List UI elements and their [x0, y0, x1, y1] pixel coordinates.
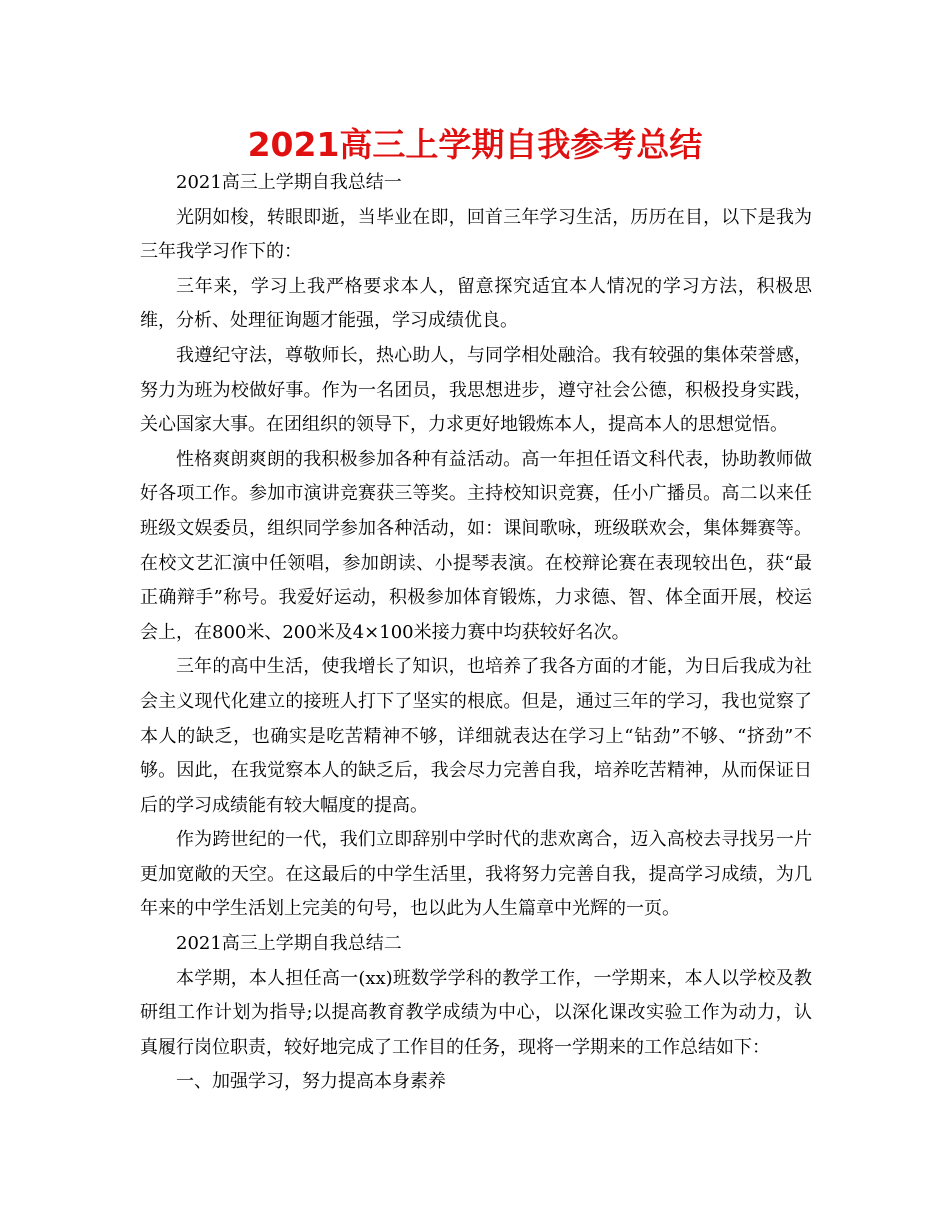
heading-summary-one: 2021高三上学期自我总结一 [176, 172, 402, 193]
heading-summary-two: 2021高三上学期自我总结二 [176, 933, 402, 955]
paragraph: 性格爽朗爽朗的我积极参加各种有益活动。高一年担任语文科代表，协助教师做好各项工作。参加市演讲竞赛获三等奖。主持校知识竞赛，任小广播员。高二以来任班级文娱委员，组织同学参加各种活动，如：课间歌咏，班级联欢会，集体舞赛等。在校文艺汇演中任领唱，参加朗读、小提琴表演。在校辩论赛在表现较出色，获“最正确辩手”称号。我爱好运动，积极参加体育锻炼，力求德、智、体全面开展，校运会上，在800米、200米及4×100米接力赛中均获较好名次。 [140, 448, 812, 643]
section-heading: 一、加强学习，努力提高本身素养 [176, 1071, 446, 1093]
paragraph: 作为跨世纪的一代，我们立即辞别中学时代的悲欢离合，迈入高校去寻找另一片更加宽敞的天空。在这最后的中学生活里，我将努力完善自我，提高学习成绩，为几年来的中学生活划上完美的句号，也以此为人生篇章中光辉的一页。 [140, 829, 812, 920]
paragraph: 三年来，学习上我严格要求本人，留意探究适宜本人情况的学习方法，积极思维，分析、处理征询题才能强，学习成绩优良。 [140, 275, 812, 332]
paragraph: 本学期，本人担任高一(xx)班数学学科的教学工作，一学期来，本人以学校及教研组工作计划为指导;以提高教育教学成绩为中心，以深化课改实验工作为动力，认真履行岗位职责，较好地完成了工作目的任务，现将一学期来的工作总结如下： [140, 967, 812, 1058]
paragraph: 我遵纪守法，尊敬师长，热心助人，与同学相处融洽。我有较强的集体荣誉感，努力为班为校做好事。作为一名团员，我思想进步，遵守社会公德，积极投身实践，关心国家大事。在团组织的领导下，力求更好地锻炼本人，提高本人的思想觉悟。 [140, 344, 812, 436]
paragraph: 光阴如梭，转眼即逝，当毕业在即，回首三年学习生活，历历在目，以下是我为三年我学习作下的： [140, 206, 812, 263]
paragraph: 三年的高中生活，使我增长了知识，也培养了我各方面的才能，为日后我成为社会主义现代化建立的接班人打下了坚实的根底。但是，通过三年的学习，我也觉察了本人的缺乏，也确实是吃苦精神不够，详细就表达在学习上“钻劲”不够、“挤劲”不够。因此，在我觉察本人的缺乏后，我会尽力完善自我，培养吃苦精神，从而保证日后的学习成绩能有较大幅度的提高。 [140, 656, 812, 816]
document-title: 2021高三上学期自我参考总结 [247, 125, 703, 164]
document-body [140, 166, 812, 1100]
